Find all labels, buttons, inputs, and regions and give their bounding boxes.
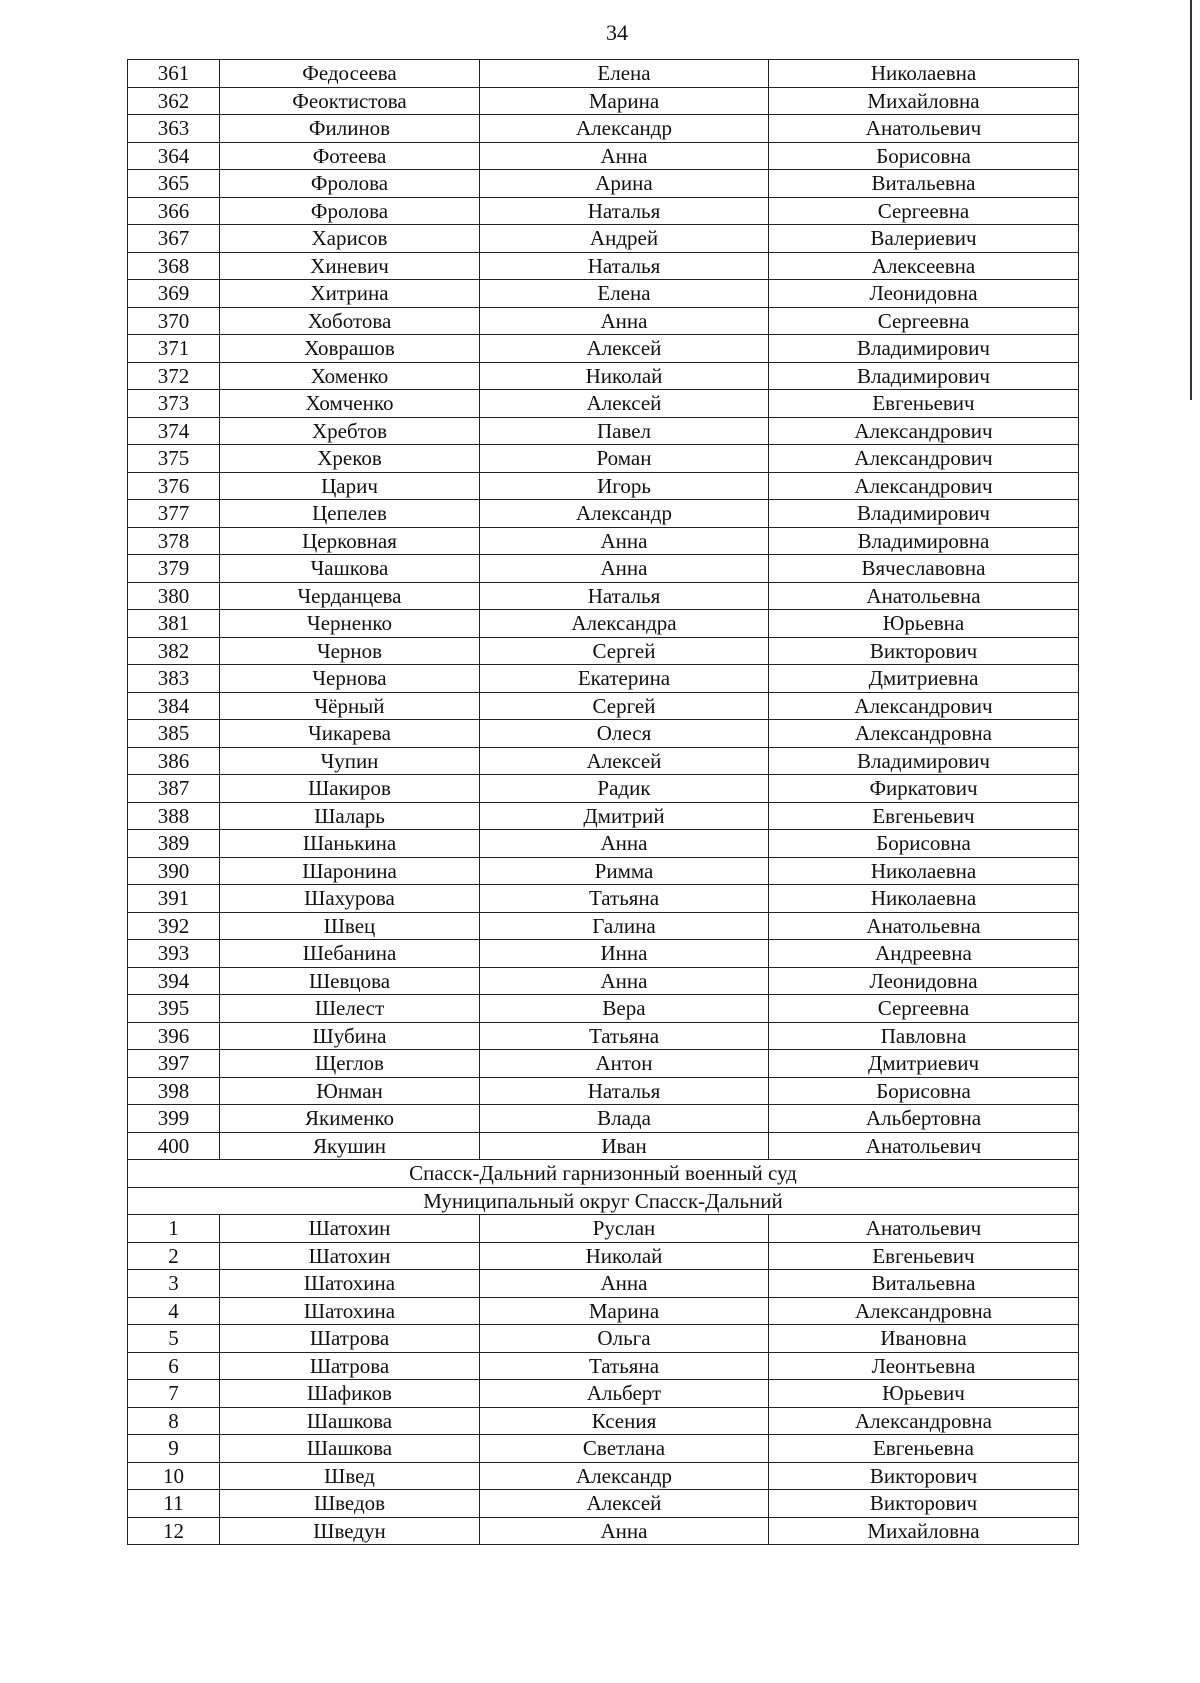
first-name-cell: Марина <box>480 1297 769 1325</box>
table-row <box>128 197 1079 225</box>
patronymic-cell: Борисовна <box>769 830 1079 858</box>
first-name-cell: Дмитрий <box>480 802 769 830</box>
row-number-cell: 11 <box>128 1490 220 1518</box>
last-name-cell: Якименко <box>220 1105 480 1133</box>
table-row <box>128 362 1079 390</box>
patronymic-cell: Павловна <box>769 1022 1079 1050</box>
patronymic-cell: Фиркатович <box>769 775 1079 803</box>
first-name-cell: Александр <box>480 1462 769 1490</box>
last-name-cell: Черданцева <box>220 582 480 610</box>
table-row <box>128 417 1079 445</box>
table-row <box>128 1297 1079 1325</box>
table-row <box>128 1132 1079 1160</box>
first-name-cell: Анна <box>480 142 769 170</box>
patronymic-cell: Викторович <box>769 1490 1079 1518</box>
table-row <box>128 1407 1079 1435</box>
first-name-cell: Алексей <box>480 390 769 418</box>
section-header-row <box>128 1187 1079 1215</box>
first-name-cell: Наталья <box>480 1077 769 1105</box>
last-name-cell: Шатохин <box>220 1215 480 1243</box>
table-row <box>128 720 1079 748</box>
patronymic-cell: Борисовна <box>769 1077 1079 1105</box>
table-row <box>128 1490 1079 1518</box>
table-row <box>128 1242 1079 1270</box>
patronymic-cell: Викторович <box>769 637 1079 665</box>
table-row <box>128 445 1079 473</box>
row-number-cell: 385 <box>128 720 220 748</box>
table-row <box>128 1105 1079 1133</box>
last-name-cell: Шубина <box>220 1022 480 1050</box>
first-name-cell: Анна <box>480 1270 769 1298</box>
row-number-cell: 368 <box>128 252 220 280</box>
first-name-cell: Александра <box>480 610 769 638</box>
last-name-cell: Хоботова <box>220 307 480 335</box>
first-name-cell: Руслан <box>480 1215 769 1243</box>
table-row <box>128 527 1079 555</box>
patronymic-cell: Ивановна <box>769 1325 1079 1353</box>
row-number-cell: 361 <box>128 60 220 88</box>
row-number-cell: 394 <box>128 967 220 995</box>
row-number-cell: 397 <box>128 1050 220 1078</box>
table-row <box>128 940 1079 968</box>
patronymic-cell: Александрович <box>769 445 1079 473</box>
table-row <box>128 1352 1079 1380</box>
last-name-cell: Шашкова <box>220 1407 480 1435</box>
last-name-cell: Ховрашов <box>220 335 480 363</box>
patronymic-cell: Дмитриевна <box>769 665 1079 693</box>
last-name-cell: Фотеева <box>220 142 480 170</box>
table-row <box>128 225 1079 253</box>
first-name-cell: Инна <box>480 940 769 968</box>
row-number-cell: 398 <box>128 1077 220 1105</box>
row-number-cell: 395 <box>128 995 220 1023</box>
row-number-cell: 2 <box>128 1242 220 1270</box>
last-name-cell: Цепелев <box>220 500 480 528</box>
last-name-cell: Церковная <box>220 527 480 555</box>
patronymic-cell: Леонтьевна <box>769 1352 1079 1380</box>
patronymic-cell: Михайловна <box>769 1517 1079 1545</box>
last-name-cell: Юнман <box>220 1077 480 1105</box>
row-number-cell: 380 <box>128 582 220 610</box>
section-header: Спасск-Дальний гарнизонный военный суд <box>128 1160 1079 1188</box>
first-name-cell: Альберт <box>480 1380 769 1408</box>
table-row <box>128 885 1079 913</box>
table-row <box>128 665 1079 693</box>
table-row <box>128 1077 1079 1105</box>
row-number-cell: 374 <box>128 417 220 445</box>
last-name-cell: Шахурова <box>220 885 480 913</box>
last-name-cell: Хомченко <box>220 390 480 418</box>
table-row <box>128 252 1079 280</box>
row-number-cell: 372 <box>128 362 220 390</box>
table-row <box>128 1462 1079 1490</box>
row-number-cell: 387 <box>128 775 220 803</box>
last-name-cell: Чернова <box>220 665 480 693</box>
patronymic-cell: Николаевна <box>769 60 1079 88</box>
first-name-cell: Елена <box>480 280 769 308</box>
row-number-cell: 396 <box>128 1022 220 1050</box>
table-row <box>128 60 1079 88</box>
table-row <box>128 1380 1079 1408</box>
first-name-cell: Николай <box>480 362 769 390</box>
first-name-cell: Игорь <box>480 472 769 500</box>
row-number-cell: 381 <box>128 610 220 638</box>
first-name-cell: Елена <box>480 60 769 88</box>
patronymic-cell: Владимирович <box>769 500 1079 528</box>
patronymic-cell: Сергеевна <box>769 307 1079 335</box>
first-name-cell: Наталья <box>480 582 769 610</box>
last-name-cell: Чупин <box>220 747 480 775</box>
row-number-cell: 388 <box>128 802 220 830</box>
table-row <box>128 912 1079 940</box>
last-name-cell: Чёрный <box>220 692 480 720</box>
last-name-cell: Царич <box>220 472 480 500</box>
last-name-cell: Швед <box>220 1462 480 1490</box>
row-number-cell: 392 <box>128 912 220 940</box>
row-number-cell: 390 <box>128 857 220 885</box>
first-name-cell: Сергей <box>480 692 769 720</box>
last-name-cell: Шебанина <box>220 940 480 968</box>
row-number-cell: 377 <box>128 500 220 528</box>
last-name-cell: Шатрова <box>220 1352 480 1380</box>
last-name-cell: Шаларь <box>220 802 480 830</box>
page-number: 34 <box>606 20 628 45</box>
row-number-cell: 370 <box>128 307 220 335</box>
first-name-cell: Алексей <box>480 335 769 363</box>
table-row <box>128 582 1079 610</box>
last-name-cell: Харисов <box>220 225 480 253</box>
row-number-cell: 366 <box>128 197 220 225</box>
row-number-cell: 369 <box>128 280 220 308</box>
row-number-cell: 393 <box>128 940 220 968</box>
last-name-cell: Черненко <box>220 610 480 638</box>
row-number-cell: 378 <box>128 527 220 555</box>
patronymic-cell: Евгеньевич <box>769 390 1079 418</box>
table-row <box>128 307 1079 335</box>
patronymic-cell: Александрович <box>769 692 1079 720</box>
patronymic-cell: Евгеньевич <box>769 802 1079 830</box>
table-row <box>128 1270 1079 1298</box>
row-number-cell: 3 <box>128 1270 220 1298</box>
last-name-cell: Шведун <box>220 1517 480 1545</box>
row-number-cell: 382 <box>128 637 220 665</box>
patronymic-cell: Альбертовна <box>769 1105 1079 1133</box>
first-name-cell: Ольга <box>480 1325 769 1353</box>
patronymic-cell: Владимирович <box>769 747 1079 775</box>
last-name-cell: Чикарева <box>220 720 480 748</box>
table-row <box>128 1325 1079 1353</box>
patronymic-cell: Сергеевна <box>769 197 1079 225</box>
row-number-cell: 375 <box>128 445 220 473</box>
table-row <box>128 802 1079 830</box>
patronymic-cell: Владимирович <box>769 335 1079 363</box>
table-row <box>128 637 1079 665</box>
first-name-cell: Марина <box>480 87 769 115</box>
last-name-cell: Шаронина <box>220 857 480 885</box>
patronymic-cell: Владимировна <box>769 527 1079 555</box>
table-row <box>128 142 1079 170</box>
patronymic-cell: Анатольевич <box>769 115 1079 143</box>
row-number-cell: 5 <box>128 1325 220 1353</box>
roster-body <box>128 60 1079 1545</box>
table-row <box>128 830 1079 858</box>
patronymic-cell: Николаевна <box>769 857 1079 885</box>
last-name-cell: Шанькина <box>220 830 480 858</box>
first-name-cell: Николай <box>480 1242 769 1270</box>
patronymic-cell: Михайловна <box>769 87 1079 115</box>
patronymic-cell: Евгеньевич <box>769 1242 1079 1270</box>
first-name-cell: Вера <box>480 995 769 1023</box>
table-row <box>128 500 1079 528</box>
patronymic-cell: Алексеевна <box>769 252 1079 280</box>
first-name-cell: Алексей <box>480 747 769 775</box>
row-number-cell: 371 <box>128 335 220 363</box>
patronymic-cell: Леонидовна <box>769 280 1079 308</box>
last-name-cell: Якушин <box>220 1132 480 1160</box>
first-name-cell: Анна <box>480 1517 769 1545</box>
table-row <box>128 1050 1079 1078</box>
first-name-cell: Анна <box>480 555 769 583</box>
row-number-cell: 12 <box>128 1517 220 1545</box>
table-row <box>128 1435 1079 1463</box>
section-header: Муниципальный округ Спасск-Дальний <box>128 1187 1079 1215</box>
row-number-cell: 1 <box>128 1215 220 1243</box>
row-number-cell: 362 <box>128 87 220 115</box>
row-number-cell: 8 <box>128 1407 220 1435</box>
last-name-cell: Шашкова <box>220 1435 480 1463</box>
table-row <box>128 775 1079 803</box>
patronymic-cell: Александровна <box>769 1297 1079 1325</box>
patronymic-cell: Андреевна <box>769 940 1079 968</box>
first-name-cell: Андрей <box>480 225 769 253</box>
first-name-cell: Арина <box>480 170 769 198</box>
last-name-cell: Фролова <box>220 197 480 225</box>
patronymic-cell: Александрович <box>769 472 1079 500</box>
table-row <box>128 87 1079 115</box>
first-name-cell: Анна <box>480 830 769 858</box>
first-name-cell: Павел <box>480 417 769 445</box>
row-number-cell: 363 <box>128 115 220 143</box>
row-number-cell: 399 <box>128 1105 220 1133</box>
row-number-cell: 10 <box>128 1462 220 1490</box>
last-name-cell: Федосеева <box>220 60 480 88</box>
last-name-cell: Феоктистова <box>220 87 480 115</box>
last-name-cell: Шатохин <box>220 1242 480 1270</box>
table-row <box>128 692 1079 720</box>
first-name-cell: Радик <box>480 775 769 803</box>
row-number-cell: 400 <box>128 1132 220 1160</box>
patronymic-cell: Юрьевна <box>769 610 1079 638</box>
table-row <box>128 1022 1079 1050</box>
first-name-cell: Татьяна <box>480 885 769 913</box>
patronymic-cell: Витальевна <box>769 170 1079 198</box>
patronymic-cell: Валериевич <box>769 225 1079 253</box>
last-name-cell: Филинов <box>220 115 480 143</box>
first-name-cell: Роман <box>480 445 769 473</box>
first-name-cell: Влада <box>480 1105 769 1133</box>
table-row <box>128 857 1079 885</box>
table-row <box>128 335 1079 363</box>
first-name-cell: Анна <box>480 527 769 555</box>
row-number-cell: 373 <box>128 390 220 418</box>
patronymic-cell: Александровна <box>769 1407 1079 1435</box>
table-row <box>128 995 1079 1023</box>
first-name-cell: Иван <box>480 1132 769 1160</box>
first-name-cell: Римма <box>480 857 769 885</box>
first-name-cell: Ксения <box>480 1407 769 1435</box>
table-row <box>128 1215 1079 1243</box>
row-number-cell: 379 <box>128 555 220 583</box>
last-name-cell: Хреков <box>220 445 480 473</box>
first-name-cell: Наталья <box>480 197 769 225</box>
table-row <box>128 115 1079 143</box>
last-name-cell: Шатохина <box>220 1270 480 1298</box>
patronymic-cell: Александрович <box>769 417 1079 445</box>
last-name-cell: Чернов <box>220 637 480 665</box>
first-name-cell: Анна <box>480 967 769 995</box>
first-name-cell: Александр <box>480 500 769 528</box>
patronymic-cell: Анатольевна <box>769 912 1079 940</box>
last-name-cell: Щеглов <box>220 1050 480 1078</box>
patronymic-cell: Юрьевич <box>769 1380 1079 1408</box>
patronymic-cell: Александровна <box>769 720 1079 748</box>
row-number-cell: 383 <box>128 665 220 693</box>
last-name-cell: Чашкова <box>220 555 480 583</box>
first-name-cell: Олеся <box>480 720 769 748</box>
first-name-cell: Татьяна <box>480 1352 769 1380</box>
last-name-cell: Шатрова <box>220 1325 480 1353</box>
last-name-cell: Хоменко <box>220 362 480 390</box>
table-row <box>128 280 1079 308</box>
patronymic-cell: Сергеевна <box>769 995 1079 1023</box>
row-number-cell: 386 <box>128 747 220 775</box>
table-row <box>128 747 1079 775</box>
row-number-cell: 376 <box>128 472 220 500</box>
row-number-cell: 391 <box>128 885 220 913</box>
last-name-cell: Хиневич <box>220 252 480 280</box>
last-name-cell: Шведов <box>220 1490 480 1518</box>
table-row <box>128 472 1079 500</box>
table-row <box>128 610 1079 638</box>
roster-table <box>127 59 1079 1545</box>
table-row <box>128 1517 1079 1545</box>
patronymic-cell: Борисовна <box>769 142 1079 170</box>
last-name-cell: Шелест <box>220 995 480 1023</box>
row-number-cell: 367 <box>128 225 220 253</box>
table-row <box>128 390 1079 418</box>
patronymic-cell: Анатольевна <box>769 582 1079 610</box>
patronymic-cell: Евгеньевна <box>769 1435 1079 1463</box>
section-header-row <box>128 1160 1079 1188</box>
row-number-cell: 9 <box>128 1435 220 1463</box>
row-number-cell: 365 <box>128 170 220 198</box>
table-row <box>128 967 1079 995</box>
first-name-cell: Сергей <box>480 637 769 665</box>
row-number-cell: 384 <box>128 692 220 720</box>
last-name-cell: Шафиков <box>220 1380 480 1408</box>
patronymic-cell: Леонидовна <box>769 967 1079 995</box>
row-number-cell: 7 <box>128 1380 220 1408</box>
patronymic-cell: Дмитриевич <box>769 1050 1079 1078</box>
row-number-cell: 364 <box>128 142 220 170</box>
first-name-cell: Александр <box>480 115 769 143</box>
table-row <box>128 170 1079 198</box>
patronymic-cell: Владимирович <box>769 362 1079 390</box>
first-name-cell: Наталья <box>480 252 769 280</box>
first-name-cell: Светлана <box>480 1435 769 1463</box>
first-name-cell: Антон <box>480 1050 769 1078</box>
last-name-cell: Хребтов <box>220 417 480 445</box>
first-name-cell: Алексей <box>480 1490 769 1518</box>
patronymic-cell: Викторович <box>769 1462 1079 1490</box>
patronymic-cell: Анатольевич <box>769 1132 1079 1160</box>
first-name-cell: Татьяна <box>480 1022 769 1050</box>
patronymic-cell: Анатольевич <box>769 1215 1079 1243</box>
patronymic-cell: Вячеславовна <box>769 555 1079 583</box>
last-name-cell: Шевцова <box>220 967 480 995</box>
last-name-cell: Шатохина <box>220 1297 480 1325</box>
scan-edge-rule <box>1190 0 1192 400</box>
first-name-cell: Екатерина <box>480 665 769 693</box>
patronymic-cell: Николаевна <box>769 885 1079 913</box>
last-name-cell: Шакиров <box>220 775 480 803</box>
last-name-cell: Хитрина <box>220 280 480 308</box>
first-name-cell: Галина <box>480 912 769 940</box>
patronymic-cell: Витальевна <box>769 1270 1079 1298</box>
row-number-cell: 6 <box>128 1352 220 1380</box>
row-number-cell: 389 <box>128 830 220 858</box>
row-number-cell: 4 <box>128 1297 220 1325</box>
last-name-cell: Швец <box>220 912 480 940</box>
first-name-cell: Анна <box>480 307 769 335</box>
table-row <box>128 555 1079 583</box>
last-name-cell: Фролова <box>220 170 480 198</box>
